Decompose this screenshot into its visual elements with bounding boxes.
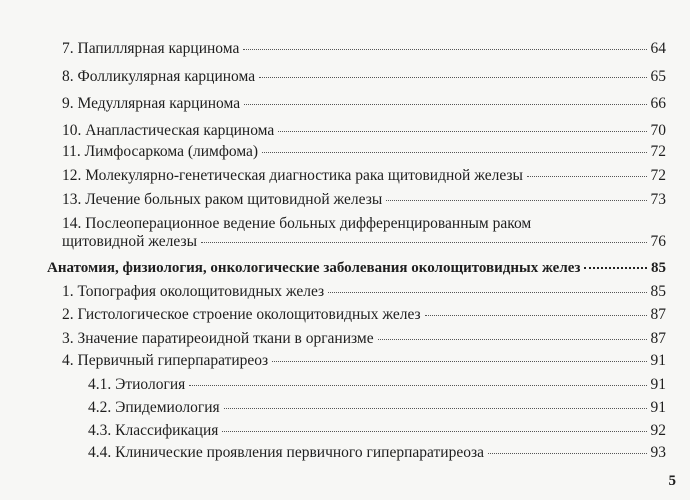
dot-leader [386,200,646,201]
dot-leader [222,431,646,432]
dot-leader [272,361,646,362]
toc-subentry [88,422,666,440]
toc-entry-page: 76 [650,233,666,250]
dot-leader [584,267,647,269]
toc-entry-title: 9. Медуллярная карцинома [62,95,241,112]
toc-entry-title: щитовидной железы [62,233,197,250]
dot-leader [189,385,646,386]
toc-entry-title: 13. Лечение больных раком щитовидной железы [62,191,383,208]
toc-entry [62,40,666,58]
toc-entry-page: 85 [650,283,666,300]
toc-entry-title: 11. Лимфосаркома (лимфома) [62,143,259,160]
dot-leader [328,292,646,293]
toc-entry-title: 8. Фолликулярная карцинома [62,68,256,85]
dot-leader [278,131,646,132]
toc-subentry [88,376,666,394]
toc-entry-title: 10. Анапластическая карцинома [62,122,275,139]
toc-subentry [88,444,666,462]
toc-entry [62,122,666,140]
toc-entry-title: 4. Первичный гиперпаратиреоз [62,352,269,369]
dot-leader [259,77,646,78]
toc-section-title: Анатомия, физиология, онкологические заболевания околощитовидных желез [47,260,581,276]
dot-leader [201,242,647,243]
toc-entry-page: 64 [650,40,666,57]
toc-subentry [88,399,666,417]
toc-entry [62,143,666,161]
dot-leader [244,104,646,105]
dot-leader [425,315,647,316]
dot-leader [224,408,647,409]
toc-entry [62,167,666,185]
toc-entry-page: 87 [650,330,666,347]
dot-leader [262,152,646,153]
toc-entry-page: 66 [650,95,666,112]
toc-entry-page: 92 [650,422,666,439]
toc-entry-page: 91 [650,352,666,369]
toc-entry-page: 91 [650,399,666,416]
toc-entry-title: 4.2. Эпидемиология [88,399,220,416]
dot-leader [488,453,647,454]
toc-entry-title: 2. Гистологическое строение околощитовидных желез [62,306,421,323]
toc-entry [62,191,666,209]
dot-leader [378,339,647,340]
toc-entry-page: 72 [650,167,666,184]
dot-leader [243,49,646,50]
toc-entry-title: 12. Молекулярно-генетическая диагностика рака щитовидной железы [62,167,523,184]
toc-entry-page: 72 [650,143,666,160]
page-number: 5 [668,473,676,489]
toc-entry-title: 7. Папиллярная карцинома [62,40,240,57]
dot-leader [527,176,647,177]
toc-entry-page: 73 [650,191,666,208]
toc-entry-title-line: 14. Послеоперационное ведение больных дифференцированным раком [62,215,532,232]
toc-entry-page: 85 [651,260,666,276]
toc-section-heading [47,259,666,277]
toc-entry-title: 3. Значение паратиреоидной ткани в организме [62,330,374,347]
toc-entry [62,352,666,370]
toc-entry-title: 4.1. Этиология [88,376,186,393]
toc-entry-page: 93 [650,444,666,461]
toc-entry-page: 70 [650,122,666,139]
toc-entry-title: 4.4. Клинические проявления первичного гиперпаратиреоза [88,444,484,461]
toc-entry [62,68,666,86]
toc-entry-page: 65 [650,68,666,85]
toc-entry-page: 91 [650,376,666,393]
toc-entry-title: 1. Топография околощитовидных желез [62,283,325,300]
toc-entry [62,306,666,324]
toc-entry [62,95,666,113]
toc-entry [62,233,666,251]
toc-entry-page: 87 [650,306,666,323]
toc-entry-title: 4.3. Классификация [88,422,219,439]
toc-entry [62,330,666,348]
toc-entry [62,283,666,301]
